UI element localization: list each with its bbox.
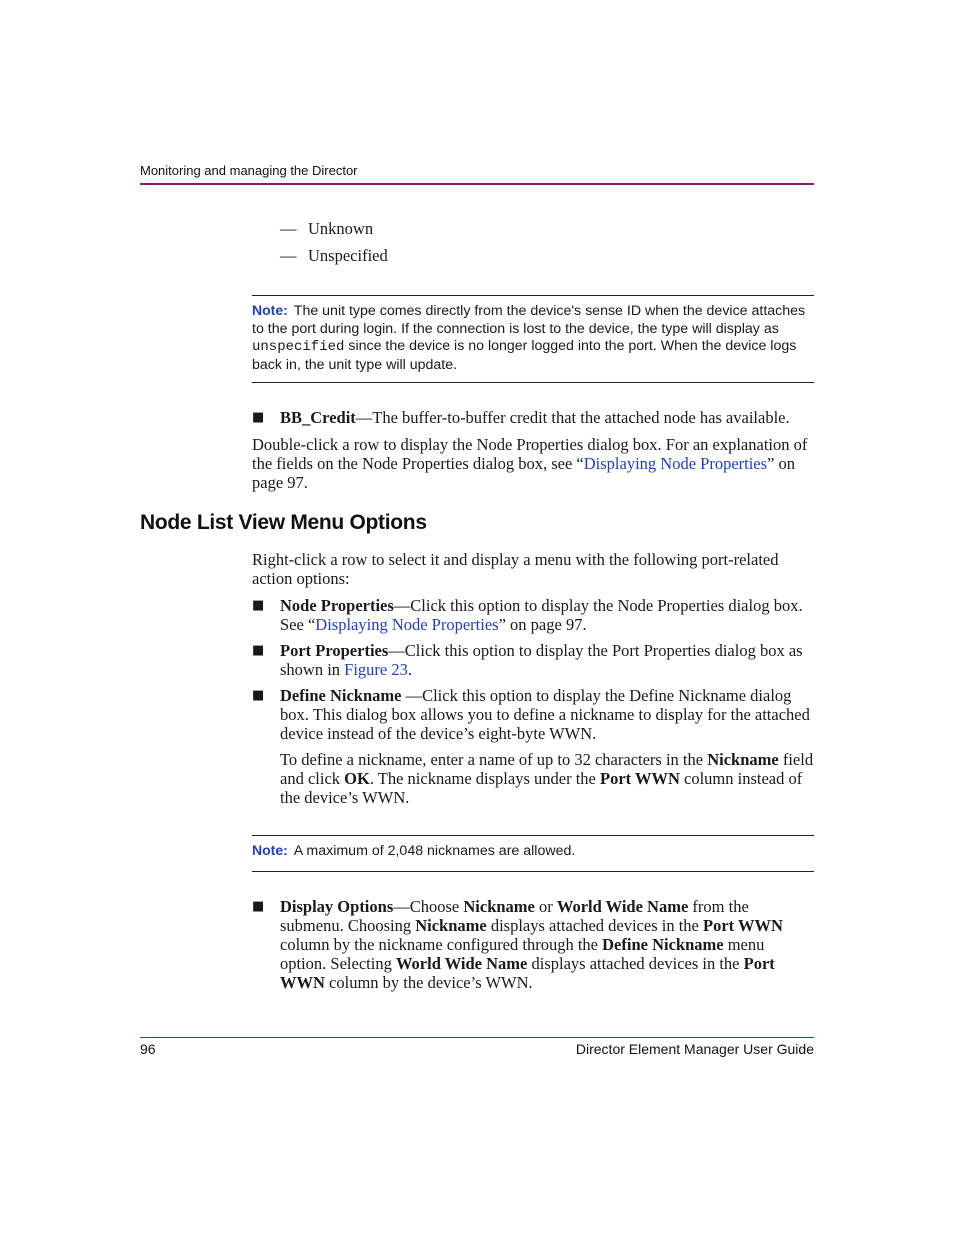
section-heading: Node List View Menu Options: [140, 511, 427, 534]
bullet-term: Node Properties: [280, 596, 394, 615]
link-displaying-node-properties[interactable]: Displaying Node Properties: [583, 454, 768, 473]
bullet-bb-credit: ■ BB_Credit—The buffer-to-buffer credit that the attached node has available.: [252, 408, 790, 427]
running-header-title: Monitoring and managing the Director: [140, 163, 358, 178]
note-nickname-limit: [252, 835, 814, 872]
note-label: Note:: [252, 302, 288, 318]
bullet-term: Port Properties: [280, 641, 389, 660]
bullet-display-options: ■ Display Options—Choose Nickname or World Wide Name from the submenu. Choosing Nickname displays attached devices in the Port WWN column by the nickname configured through the Define Nickname menu option. Selecting World Wide Name displays attached devices in the Port WWN column by the device’s WWN.: [252, 897, 783, 992]
note-text: since the device is no longer logged into the port. When the device logs back in, the unit type will update.: [252, 338, 797, 373]
bullet-node-properties: ■ Node Properties—Click this option to display the Node Properties dialog box. See “Displaying Node Properties” on page 97.: [252, 596, 803, 634]
nickname-detail-paragraph: To define a nickname, enter a name of up to 32 characters in the Nickname field and click OK. The nickname displays under the Port WWN column instead of the device’s WWN.: [280, 750, 814, 807]
guide-title: Director Element Manager User Guide: [575, 1041, 814, 1057]
bullet-text: —The buffer-to-buffer credit that the attached node has available.: [355, 408, 790, 427]
bullet-define-nickname: ■ Define Nickname —Click this option to display the Define Nickname dialog box. This dialog box allows you to define a nickname to display for the attached device instead of the device’s eight-byte WWN.: [252, 686, 810, 743]
note-text: The unit type comes directly from the device's sense ID when the device attaches to the port during login. If the connection is lost to the device, the type will display as: [252, 303, 806, 337]
bullet-term: BB_Credit: [280, 408, 356, 427]
note-text: A maximum of 2,048 nicknames are allowed.: [293, 843, 576, 859]
bullet-term: Display Options: [280, 897, 394, 916]
unit-type-item: — Unspecified: [280, 246, 388, 265]
unit-type-item: — Unknown: [280, 219, 374, 238]
page-number: 96: [140, 1041, 156, 1057]
note-unit-type: [252, 295, 814, 383]
unit-type-label: Unknown: [308, 219, 374, 238]
page-footer: [140, 1037, 814, 1057]
double-click-paragraph: Double-click a row to display the Node Properties dialog box. For an explanation of the fields on the Node Properties dialog box, see “Displaying Node Properties” on page 97.: [252, 435, 808, 492]
section-intro: Right-click a row to select it and display a menu with the following port-related action options:: [252, 550, 779, 588]
bullet-port-properties: ■ Port Properties—Click this option to display the Port Properties dialog box as shown in Figure 23.: [252, 641, 803, 679]
unit-type-label: Unspecified: [308, 246, 388, 265]
note-label: Note:: [252, 842, 288, 858]
note-code: unspecified: [252, 339, 345, 356]
link-figure-23[interactable]: Figure 23: [344, 660, 408, 679]
bullet-term: Define Nickname: [280, 686, 402, 705]
running-header: [140, 163, 814, 185]
link-displaying-node-properties[interactable]: Displaying Node Properties: [315, 615, 499, 634]
